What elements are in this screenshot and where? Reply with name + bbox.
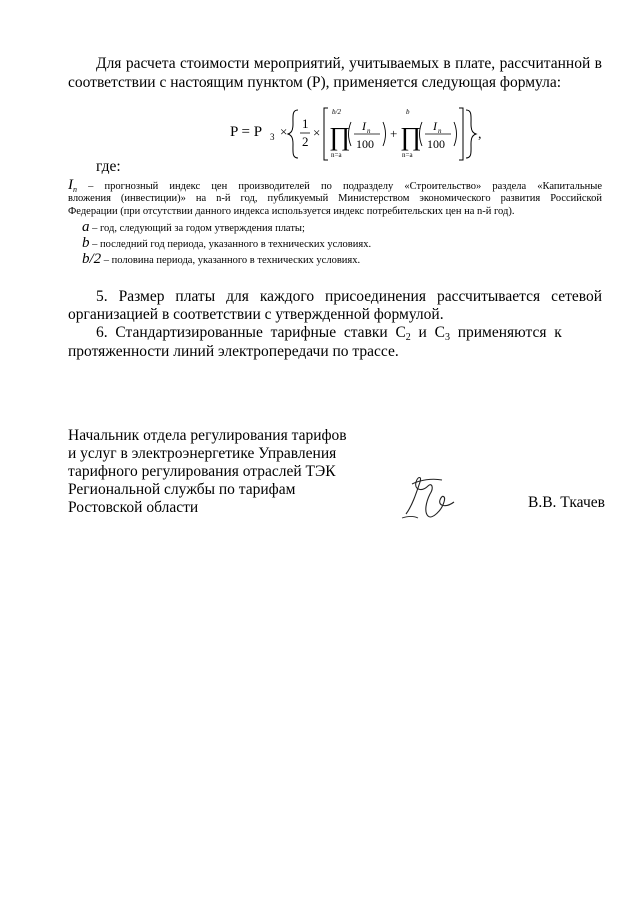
signatory-line-2: и услуг в электроэнергетике Управления bbox=[68, 445, 337, 462]
right-brace bbox=[466, 110, 476, 158]
formula-plus: + bbox=[390, 126, 398, 141]
definition-b-half: b/2 – половина периода, указанного в технических условиях. bbox=[82, 251, 361, 267]
paren-right-2 bbox=[454, 122, 457, 146]
prod1-lower: n=a bbox=[331, 151, 342, 159]
frac1-num: I bbox=[362, 119, 366, 133]
prod2-lower: n=a bbox=[402, 151, 413, 159]
paren-right-1 bbox=[383, 122, 386, 146]
product-2-symbol: ∏ bbox=[400, 122, 422, 151]
frac2-num-sub: n bbox=[438, 127, 442, 135]
signatory-title bbox=[68, 427, 347, 517]
formula-times: × bbox=[280, 124, 288, 139]
formula-tail: , bbox=[478, 127, 482, 142]
formula-times-2: × bbox=[313, 125, 321, 140]
cost-formula bbox=[230, 106, 490, 162]
product-1-symbol: ∏ bbox=[329, 122, 351, 151]
frac2-den: 100 bbox=[427, 137, 445, 151]
clause-5-line-2: организацией в соответствии с утвержденной формулой. bbox=[68, 306, 444, 323]
definition-In-line-1: $I_n$ – прогнозный индекс цен производителей по подразделу «Строительство» раздела «Капитальные bbox=[68, 177, 603, 194]
right-bracket bbox=[459, 108, 463, 160]
left-brace bbox=[288, 110, 298, 158]
definition-a: a – год, следующий за годом утверждения платы; bbox=[82, 219, 305, 235]
left-bracket bbox=[324, 108, 328, 160]
clause-6-line-1: 6. Стандартизированные тарифные ставки $С_2$ и $С_3$ применяются к bbox=[96, 324, 562, 343]
definition-In-line-3: Федерации (при отсутствии данного индекса используется индекс потребительских цен на n-й год). bbox=[68, 206, 515, 217]
frac1-num-sub: n bbox=[367, 127, 371, 135]
prod1-upper: b/2 bbox=[332, 108, 341, 116]
formula-lhs-sub: 3 bbox=[270, 132, 275, 142]
signatory-line-3: тарифного регулирования отраслей ТЭК bbox=[68, 463, 336, 480]
frac1-den: 100 bbox=[356, 137, 374, 151]
formula-lhs: P = P bbox=[230, 124, 263, 140]
clause-6-line-2: протяженности линий электропередачи по трассе. bbox=[68, 343, 399, 360]
signer-name: В.В. Ткачев bbox=[528, 494, 605, 511]
handwritten-signature bbox=[398, 472, 462, 522]
where-label: где: bbox=[96, 158, 121, 175]
frac2-num: I bbox=[433, 119, 437, 133]
definition-In-line-2: вложения (инвестиции)» на n-й год, публикуемый Министерством экономического развития Российской bbox=[68, 193, 602, 204]
intro-line-1: Для расчета стоимости мероприятий, учитываемых в плате, рассчитанной в bbox=[96, 55, 602, 72]
prod2-upper: b bbox=[406, 108, 410, 116]
symbol-In: I bbox=[68, 177, 73, 193]
definition-b: b – последний год периода, указанного в технических условиях. bbox=[82, 235, 372, 251]
signatory-line-1: Начальник отдела регулирования тарифов bbox=[68, 427, 347, 444]
half-numerator: 1 bbox=[302, 116, 309, 131]
signatory-line-4: Региональной службы по тарифам bbox=[68, 481, 296, 498]
half-denominator: 2 bbox=[302, 134, 309, 149]
signatory-line-5: Ростовской области bbox=[68, 499, 199, 516]
intro-line-2: соответствии с настоящим пунктом (Р), применяется следующая формула: bbox=[68, 74, 562, 91]
clause-5-line-1: 5. Размер платы для каждого присоединения рассчитывается сетевой bbox=[96, 288, 602, 305]
